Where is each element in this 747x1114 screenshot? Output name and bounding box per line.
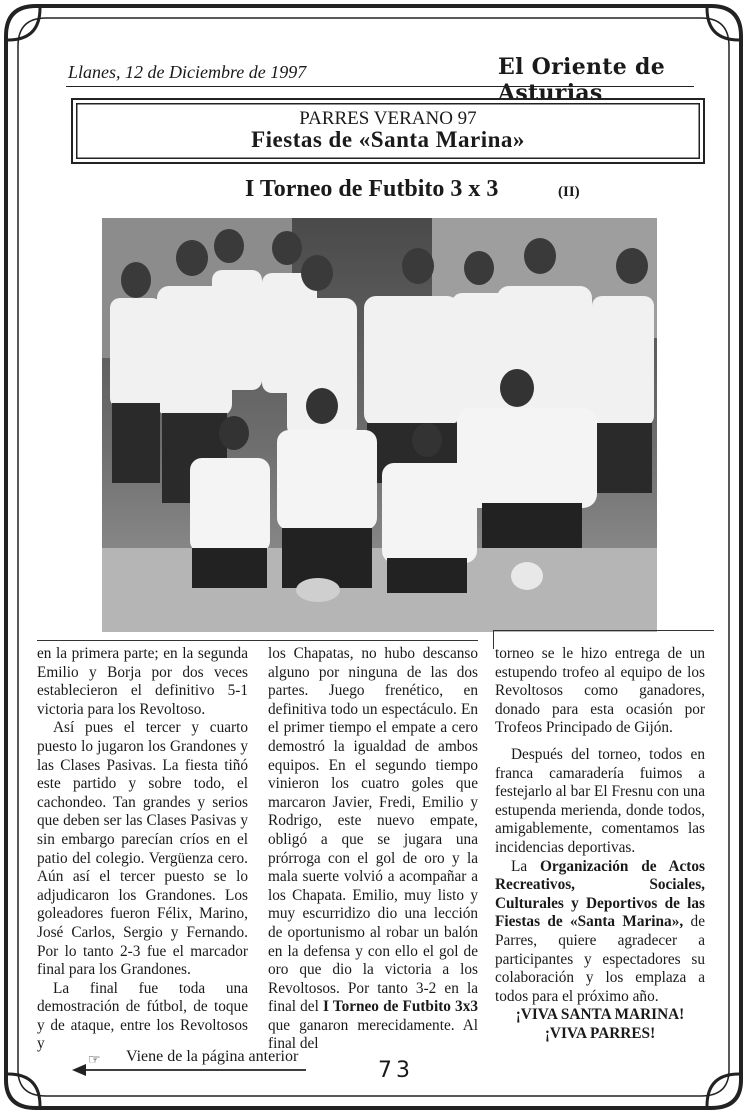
paragraph bbox=[495, 858, 705, 1007]
column-rule bbox=[37, 640, 248, 641]
title-box bbox=[71, 98, 705, 164]
pointing-hand-icon: ☞ bbox=[88, 1053, 101, 1068]
text-column-1 bbox=[37, 645, 248, 1054]
column-rule bbox=[240, 640, 478, 641]
closing-cheer: ¡VIVA SANTA MARINA! bbox=[515, 1006, 685, 1024]
text-column-2 bbox=[268, 645, 478, 1054]
text-column-3 bbox=[495, 645, 705, 1043]
newspaper-masthead: El Oriente de Asturias bbox=[498, 54, 665, 106]
event-title: Fiestas de «Santa Marina» bbox=[251, 127, 525, 152]
organization-name: Organización de Actos Recreativos, Sociales, Culturales y Deportivos de las Fiestas de «Santa Marina», bbox=[495, 857, 706, 931]
team-photo-icon bbox=[102, 218, 657, 632]
tournament-name: I Torneo de Futbito 3x3 bbox=[322, 998, 478, 1016]
paragraph: Así pues el tercer y cuarto puesto lo jugaron los Grandones y las Clases Pasivas. La fiesta tiñó este partido y sobre todo, el cachondeo. Tan grandes y serios que deben ser las Clases Pasivas y sin embargo parecían críos en el patio del colegio. Vergüenza cero. Aún así el tercer puesto se lo adjudicaron los Grandones. Los goleadores fueron Félix, Marino, José Carlos, Sergio y Fernando. Por lo tanto 2-3 fue el marcador final para los Grandones. bbox=[37, 719, 248, 979]
paragraph bbox=[268, 645, 478, 1054]
continued-note: Viene de la página anterior bbox=[126, 1048, 299, 1065]
dateline: Llanes, 12 de Diciembre de 1997 bbox=[68, 62, 307, 82]
paragraph-text: que ganaron merecidamente. Al final del bbox=[268, 1016, 478, 1053]
paragraph: Después del torneo, todos en franca camaradería fuimos a festejarlo al bar El Fresnu con una estupenda merienda, donde todos, amigablemente, comentamos las incidencias deportivas. bbox=[495, 745, 705, 856]
closing-cheer: ¡VIVA PARRES! bbox=[544, 1024, 656, 1042]
paragraph-text: los Chapatas, no hubo descanso alguno por ninguna de las dos partes. Juego frenético, en definitiva todo un espectáculo. En el primer tiempo el empate a cero demostró la igualdad de ambos equipos. En el segundo tiempo vinieron los cuatro goles que marcaron Javier, Fredi, Emilio y Rodrigo, este nuevo empate, obligó a que se jugara una prórroga con el gol de oro y la mala suerte volvió a acompañar a los Chapata. Emilio, muy listo y muy escurridizo dio una lección de oportunismo al robar un balón en la defensa y con ello el gol de oro que dio la victoria a los Revoltosos. Por tanto 3-2 en la final del bbox=[268, 645, 478, 1016]
arrow-left-icon bbox=[70, 1060, 308, 1080]
paragraph-text: de Parres, quiere agradecer a participantes y espectadores su colaboración y los emplaza a todos para el próximo año. bbox=[495, 913, 705, 1005]
article-title: I Torneo de Futbito 3 x 3 bbox=[245, 176, 499, 202]
paragraph: torneo se le hizo entrega de un estupendo trofeo al equipo de los Revoltosos como ganadores, donado para esta ocasión por Trofeos Principado de Gijón. bbox=[495, 645, 705, 737]
series-title: PARRES VERANO 97 bbox=[299, 108, 477, 129]
article-part-label: (II) bbox=[558, 184, 580, 200]
page-number: 73 bbox=[378, 1058, 414, 1083]
header-rule bbox=[66, 86, 694, 87]
paragraph-text: La bbox=[511, 857, 528, 875]
paragraph: en la primera parte; en la segunda Emilio y Borja por dos veces establecieron el definitivo 5-1 victoria para los Revoltoso. bbox=[37, 645, 248, 718]
paragraph: La final fue toda una demostración de fútbol, de toque y de ataque, entre los Revoltosos y bbox=[37, 979, 248, 1053]
